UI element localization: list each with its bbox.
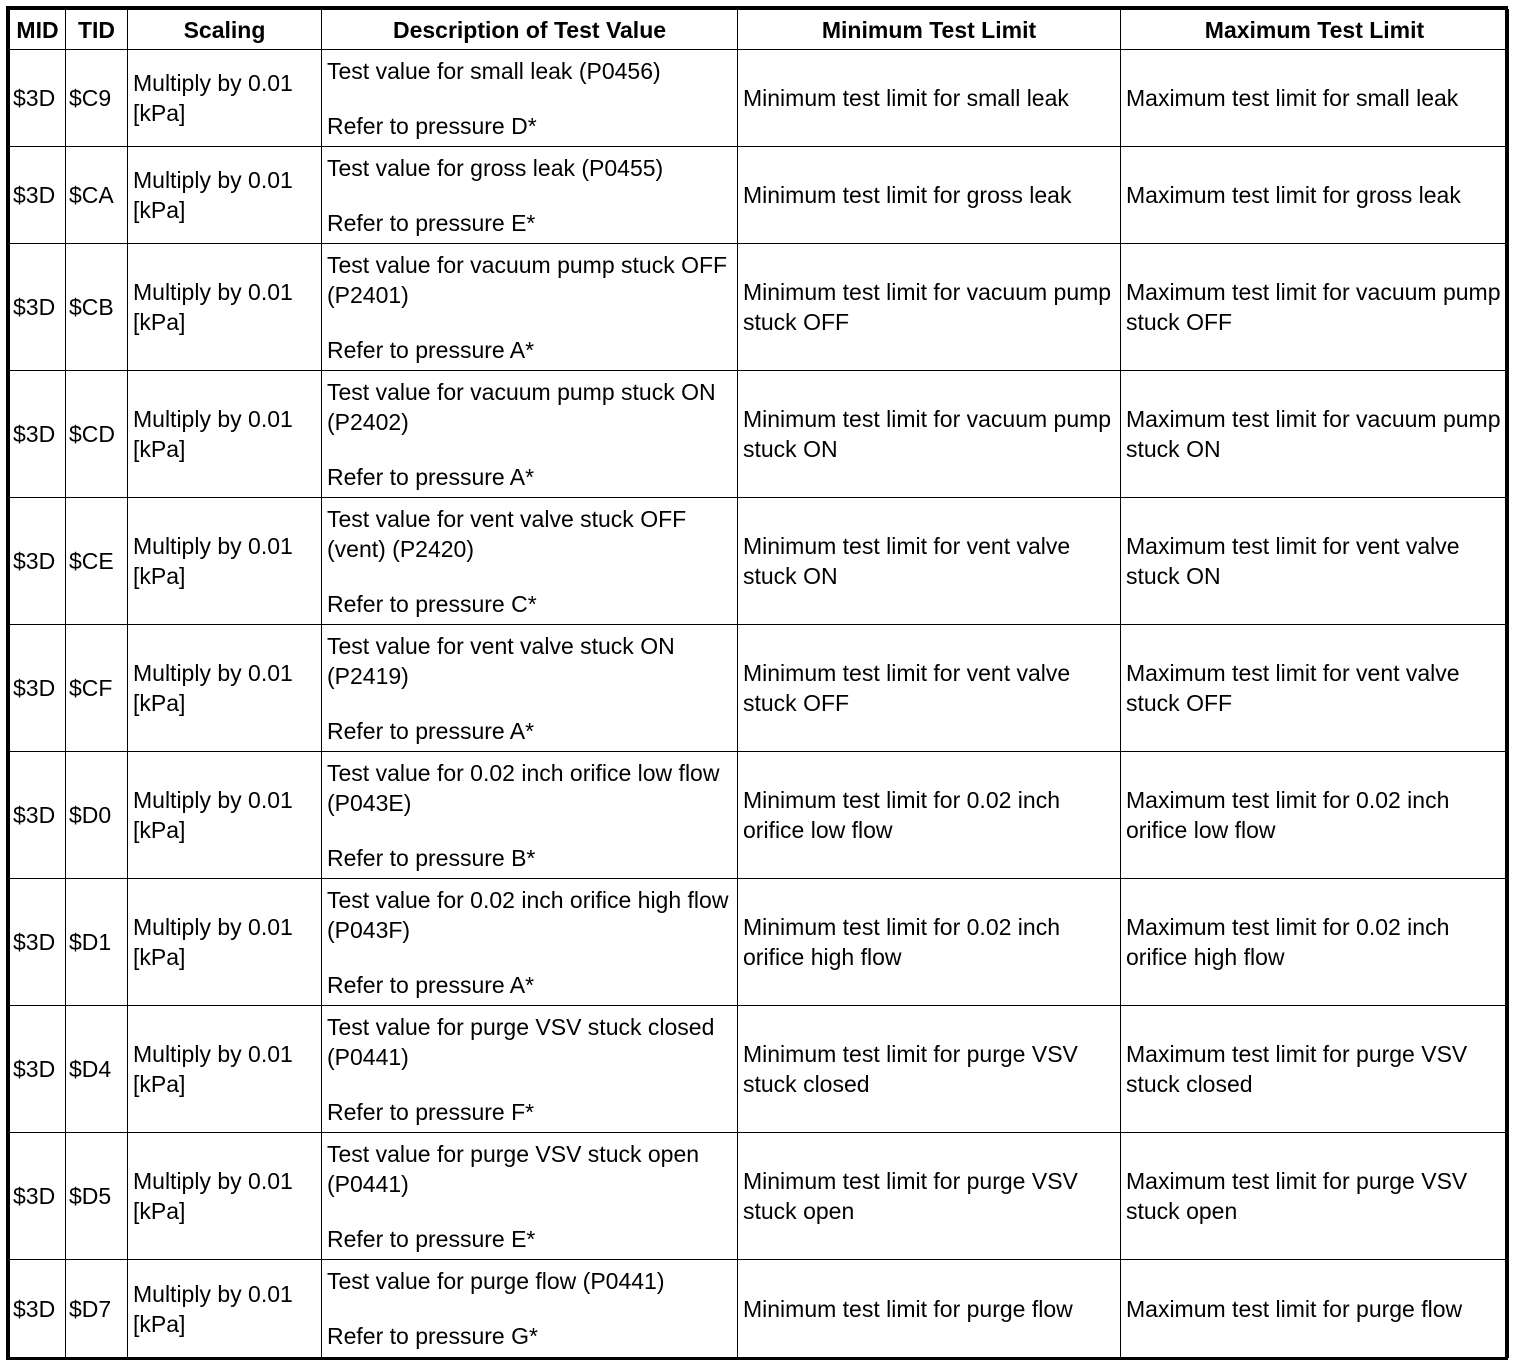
description-text: Test value for vacuum pump stuck ON (P2402) (327, 379, 716, 435)
cell-minimum: Minimum test limit for 0.02 inch orifice high flow (738, 879, 1121, 1006)
cell-mid: $3D (10, 752, 66, 879)
scaling-factor: Multiply by 0.01 (133, 914, 293, 940)
cell-tid: $D1 (66, 879, 128, 1006)
cell-mid: $3D (10, 1260, 66, 1358)
table-row (10, 147, 1509, 244)
scaling-factor: Multiply by 0.01 (133, 1280, 293, 1307)
cell-maximum: Maximum test limit for 0.02 inch orifice high flow (1121, 879, 1509, 1006)
scaling-factor: Multiply by 0.01 (133, 70, 293, 96)
scaling-factor: Multiply by 0.01 (133, 279, 293, 305)
cell-mid: $3D (10, 244, 66, 371)
cell-scaling (128, 498, 322, 625)
cell-scaling (128, 371, 322, 498)
table-body (10, 50, 1509, 1358)
cell-scaling (128, 879, 322, 1006)
scaling-unit: [kPa] (133, 563, 186, 589)
description-reference: Refer to pressure E* (327, 1226, 536, 1252)
cell-tid: $D5 (66, 1133, 128, 1260)
description-text: Test value for gross leak (P0455) (327, 155, 664, 181)
description-text: Test value for vent valve stuck ON (P2419) (327, 633, 675, 689)
cell-minimum: Minimum test limit for vacuum pump stuck OFF (738, 244, 1121, 371)
cell-mid: $3D (10, 498, 66, 625)
cell-maximum: Maximum test limit for purge VSV stuck open (1121, 1133, 1509, 1260)
cell-tid: $CE (66, 498, 128, 625)
cell-tid: $CD (66, 371, 128, 498)
scaling-unit: [kPa] (133, 100, 186, 126)
cell-maximum: Maximum test limit for 0.02 inch orifice low flow (1121, 752, 1509, 879)
scaling-unit: [kPa] (133, 1310, 186, 1337)
monitor-test-table (9, 9, 1509, 1358)
cell-tid: $CF (66, 625, 128, 752)
cell-mid: $3D (10, 50, 66, 147)
description-reference: Refer to pressure A* (327, 337, 535, 363)
description-text: Test value for vacuum pump stuck OFF (P2401) (327, 252, 728, 308)
table-row (10, 1260, 1509, 1358)
cell-scaling (128, 244, 322, 371)
cell-description (322, 879, 738, 1006)
scaling-factor: Multiply by 0.01 (133, 406, 293, 432)
cell-minimum: Minimum test limit for small leak (738, 50, 1121, 147)
cell-scaling (128, 147, 322, 244)
cell-minimum: Minimum test limit for 0.02 inch orifice low flow (738, 752, 1121, 879)
cell-tid: $C9 (66, 50, 128, 147)
cell-maximum: Maximum test limit for vacuum pump stuck OFF (1121, 244, 1509, 371)
scaling-unit: [kPa] (133, 1198, 186, 1224)
header-maximum: Maximum Test Limit (1121, 10, 1509, 50)
header-tid: TID (66, 10, 128, 50)
scaling-factor: Multiply by 0.01 (133, 533, 293, 559)
table-row (10, 50, 1509, 147)
cell-mid: $3D (10, 1006, 66, 1133)
table-row (10, 625, 1509, 752)
header-row (10, 10, 1509, 50)
scaling-unit: [kPa] (133, 309, 186, 335)
table-row (10, 371, 1509, 498)
cell-description (322, 1006, 738, 1133)
cell-mid: $3D (10, 1133, 66, 1260)
description-reference: Refer to pressure A* (327, 972, 535, 998)
cell-tid: $D4 (66, 1006, 128, 1133)
cell-scaling (128, 1133, 322, 1260)
description-reference: Refer to pressure F* (327, 1099, 535, 1125)
table-row (10, 879, 1509, 1006)
cell-minimum: Minimum test limit for purge VSV stuck closed (738, 1006, 1121, 1133)
cell-tid: $D7 (66, 1260, 128, 1358)
cell-description (322, 752, 738, 879)
cell-tid: $CA (66, 147, 128, 244)
cell-mid: $3D (10, 147, 66, 244)
cell-maximum: Maximum test limit for gross leak (1121, 147, 1509, 244)
description-text: Test value for 0.02 inch orifice low flow (P043E) (327, 760, 720, 816)
cell-maximum: Maximum test limit for small leak (1121, 50, 1509, 147)
cell-minimum: Minimum test limit for vent valve stuck OFF (738, 625, 1121, 752)
cell-description (322, 50, 738, 147)
table-row (10, 498, 1509, 625)
table-row (10, 244, 1509, 371)
cell-scaling (128, 1006, 322, 1133)
scaling-unit: [kPa] (133, 690, 186, 716)
cell-scaling (128, 1260, 322, 1358)
description-reference: Refer to pressure C* (327, 591, 537, 617)
scaling-factor: Multiply by 0.01 (133, 1041, 293, 1067)
cell-scaling (128, 752, 322, 879)
description-reference: Refer to pressure D* (327, 113, 537, 139)
description-text: Test value for 0.02 inch orifice high flow (P043F) (327, 887, 729, 943)
table-row (10, 1133, 1509, 1260)
cell-description (322, 1133, 738, 1260)
scaling-factor: Multiply by 0.01 (133, 787, 293, 813)
cell-minimum: Minimum test limit for vent valve stuck ON (738, 498, 1121, 625)
description-text: Test value for small leak (P0456) (327, 58, 661, 84)
cell-description (322, 244, 738, 371)
cell-scaling (128, 50, 322, 147)
scaling-unit: [kPa] (133, 1071, 186, 1097)
header-scaling: Scaling (128, 10, 322, 50)
header-mid: MID (10, 10, 66, 50)
description-reference: Refer to pressure A* (327, 718, 535, 744)
description-text: Test value for vent valve stuck OFF (vent) (P2420) (327, 506, 687, 562)
description-text: Test value for purge VSV stuck closed (P0441) (327, 1014, 715, 1070)
cell-maximum: Maximum test limit for vent valve stuck OFF (1121, 625, 1509, 752)
scaling-unit: [kPa] (133, 817, 186, 843)
cell-maximum: Maximum test limit for purge flow (1121, 1260, 1509, 1358)
cell-description (322, 1260, 738, 1358)
cell-mid: $3D (10, 879, 66, 1006)
scaling-unit: [kPa] (133, 944, 186, 970)
description-text: Test value for purge VSV stuck open (P0441) (327, 1141, 700, 1197)
cell-minimum: Minimum test limit for purge flow (738, 1260, 1121, 1358)
cell-mid: $3D (10, 371, 66, 498)
scaling-unit: [kPa] (133, 197, 186, 223)
cell-tid: $D0 (66, 752, 128, 879)
cell-minimum: Minimum test limit for vacuum pump stuck ON (738, 371, 1121, 498)
cell-minimum: Minimum test limit for purge VSV stuck open (738, 1133, 1121, 1260)
table-row (10, 1006, 1509, 1133)
test-limit-table-page (6, 6, 1508, 1360)
table-header (10, 10, 1509, 50)
description-reference: Refer to pressure G* (327, 1323, 538, 1349)
header-minimum: Minimum Test Limit (738, 10, 1121, 50)
description-reference: Refer to pressure A* (327, 464, 535, 490)
scaling-factor: Multiply by 0.01 (133, 167, 293, 193)
cell-maximum: Maximum test limit for vent valve stuck ON (1121, 498, 1509, 625)
cell-minimum: Minimum test limit for gross leak (738, 147, 1121, 244)
scaling-factor: Multiply by 0.01 (133, 660, 293, 686)
cell-description (322, 371, 738, 498)
description-text: Test value for purge flow (P0441) (327, 1268, 665, 1294)
cell-description (322, 625, 738, 752)
description-reference: Refer to pressure E* (327, 210, 536, 236)
cell-description (322, 147, 738, 244)
cell-scaling (128, 625, 322, 752)
cell-maximum: Maximum test limit for purge VSV stuck closed (1121, 1006, 1509, 1133)
cell-description (322, 498, 738, 625)
header-description: Description of Test Value (322, 10, 738, 50)
scaling-factor: Multiply by 0.01 (133, 1168, 293, 1194)
cell-mid: $3D (10, 625, 66, 752)
scaling-unit: [kPa] (133, 436, 186, 462)
description-reference: Refer to pressure B* (327, 845, 536, 871)
table-row (10, 752, 1509, 879)
cell-tid: $CB (66, 244, 128, 371)
cell-maximum: Maximum test limit for vacuum pump stuck ON (1121, 371, 1509, 498)
